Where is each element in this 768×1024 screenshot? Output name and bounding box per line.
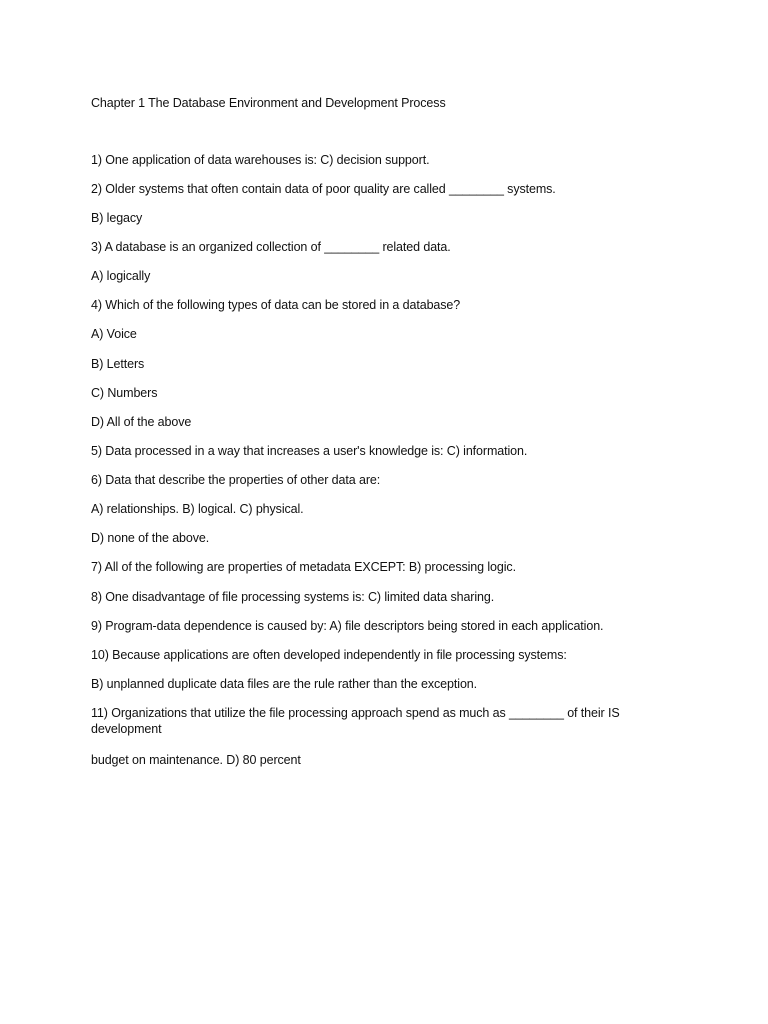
question-1: 1) One application of data warehouses is: C) decision support. bbox=[91, 153, 430, 167]
question-9: 9) Program-data dependence is caused by: A) file descriptors being stored in each application. bbox=[91, 619, 604, 633]
option-4d: D) All of the above bbox=[91, 415, 192, 429]
option-4b: B) Letters bbox=[91, 357, 145, 371]
question-7: 7) All of the following are properties of metadata EXCEPT: B) processing logic. bbox=[91, 560, 516, 574]
option-4c: C) Numbers bbox=[91, 386, 158, 400]
question-5: 5) Data processed in a way that increases a user's knowledge is: C) information. bbox=[91, 444, 528, 458]
answer-3: A) logically bbox=[91, 269, 151, 283]
options-6abc: A) relationships. B) logical. C) physical. bbox=[91, 502, 304, 516]
question-8: 8) One disadvantage of file processing systems is: C) limited data sharing. bbox=[91, 590, 495, 604]
chapter-title: Chapter 1 The Database Environment and Development Process bbox=[91, 96, 446, 110]
answer-11: budget on maintenance. D) 80 percent bbox=[91, 753, 301, 767]
question-11: 11) Organizations that utilize the file processing approach spend as much as ________ of their IS development bbox=[91, 706, 620, 736]
option-6d: D) none of the above. bbox=[91, 531, 210, 545]
question-3: 3) A database is an organized collection of ________ related data. bbox=[91, 240, 451, 254]
option-4a: A) Voice bbox=[91, 327, 137, 341]
answer-2: B) legacy bbox=[91, 211, 143, 225]
question-4: 4) Which of the following types of data can be stored in a database? bbox=[91, 298, 461, 312]
question-2: 2) Older systems that often contain data of poor quality are called ________ systems. bbox=[91, 182, 556, 196]
question-10: 10) Because applications are often developed independently in file processing systems: bbox=[91, 648, 567, 662]
answer-10: B) unplanned duplicate data files are the rule rather than the exception. bbox=[91, 677, 478, 691]
question-6: 6) Data that describe the properties of other data are: bbox=[91, 473, 381, 487]
